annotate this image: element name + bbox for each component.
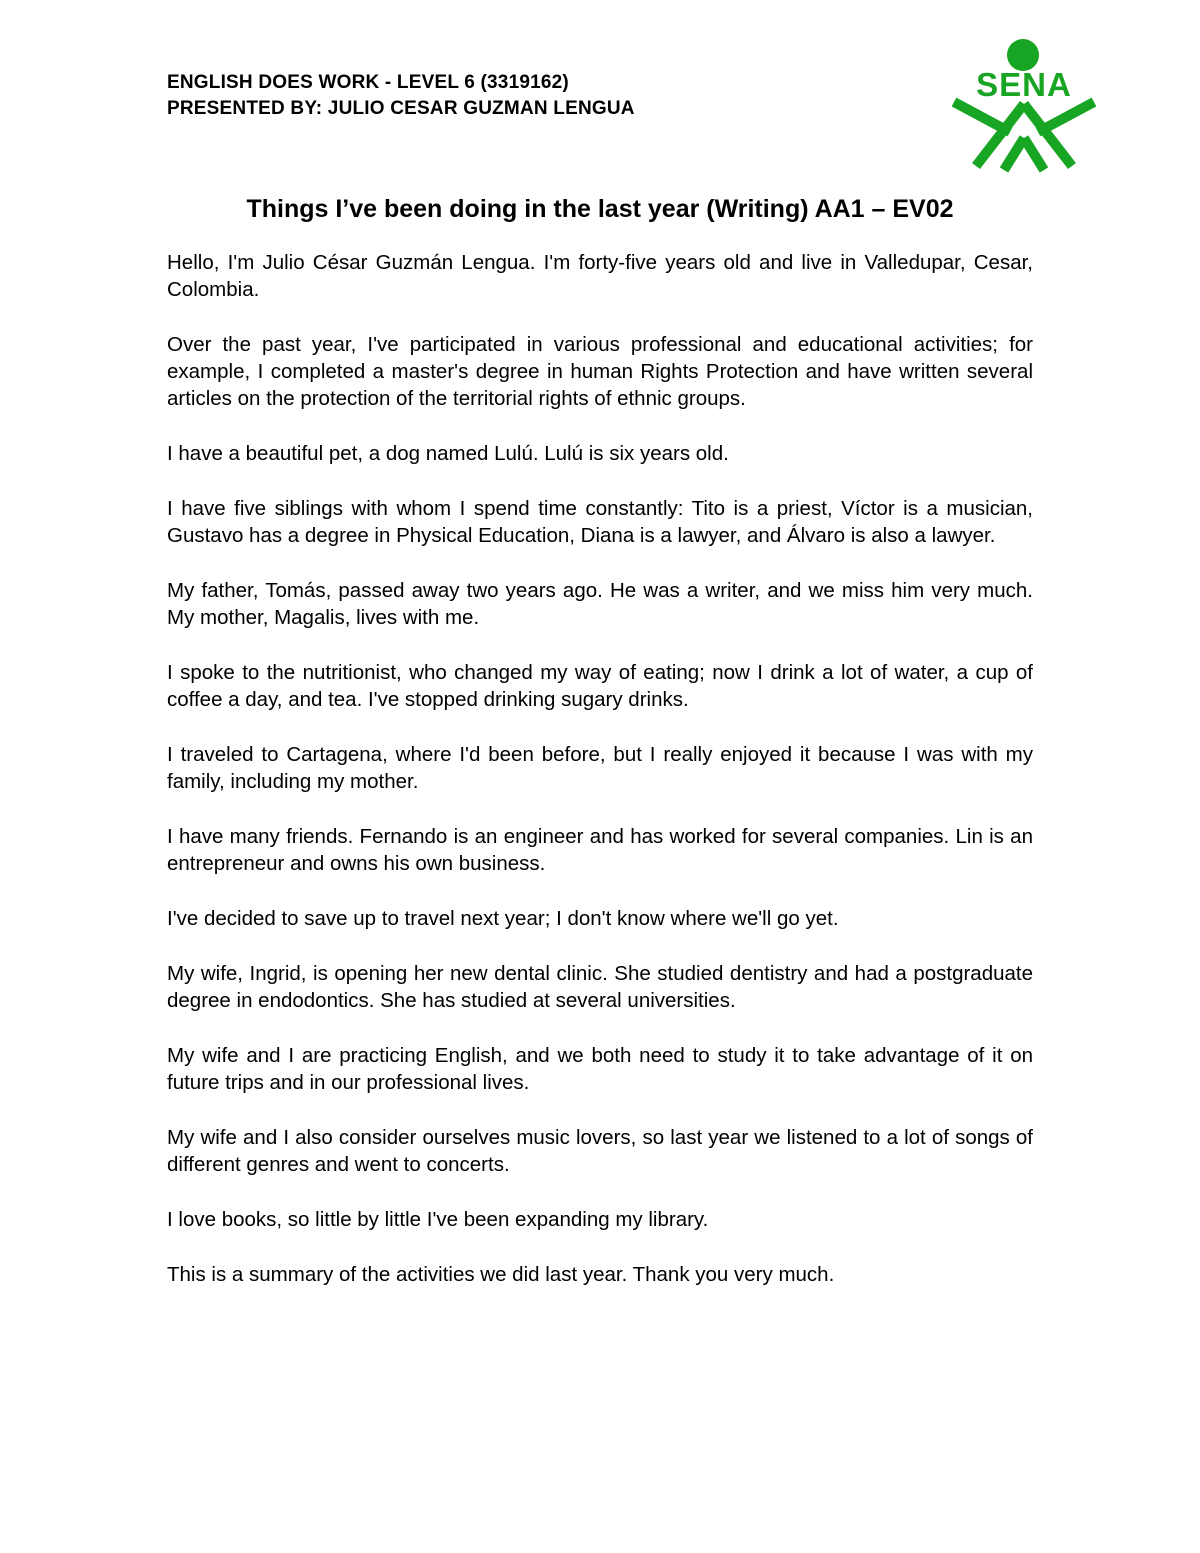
paragraph: I've decided to save up to travel next year; I don't know where we'll go yet. bbox=[167, 907, 839, 930]
logo-text: SENA bbox=[976, 66, 1072, 103]
paragraph: I love books, so little by little I've been expanding my library. bbox=[167, 1208, 709, 1231]
paragraph: I have many friends. Fernando is an engineer and has worked for several companies. Lin is an entrepreneur and owns his own business. bbox=[167, 825, 1033, 875]
paragraph: This is a summary of the activities we did last year. Thank you very much. bbox=[167, 1263, 835, 1286]
paragraph: Over the past year, I've participated in various professional and educational activities; for example, I completed a master's degree in human Rights Protection and have written several articles on the protection of the territorial rights of ethnic groups. bbox=[167, 333, 1033, 410]
paragraph: I traveled to Cartagena, where I'd been before, but I really enjoyed it because I was with my family, including my mother. bbox=[167, 743, 1033, 793]
document-header bbox=[167, 70, 867, 122]
document-title: Things I’ve been doing in the last year (Writing) AA1 – EV02 bbox=[246, 195, 954, 223]
paragraph: I have a beautiful pet, a dog named Lulú. Lulú is six years old. bbox=[167, 442, 729, 465]
paragraph: My wife, Ingrid, is opening her new dental clinic. She studied dentistry and had a postgraduate degree in endodontics. She has studied at several universities. bbox=[167, 962, 1033, 1012]
sena-logo bbox=[952, 38, 1096, 178]
paragraph: My wife and I also consider ourselves music lovers, so last year we listened to a lot of songs of different genres and went to concerts. bbox=[167, 1126, 1033, 1176]
paragraph: I have five siblings with whom I spend time constantly: Tito is a priest, Víctor is a musician, Gustavo has a degree in Physical Education, Diana is a lawyer, and Álvaro is also a lawyer. bbox=[167, 497, 1033, 547]
logo-figure bbox=[954, 102, 1094, 170]
paragraph: I spoke to the nutritionist, who changed my way of eating; now I drink a lot of water, a cup of coffee a day, and tea. I've stopped drinking sugary drinks. bbox=[167, 661, 1033, 711]
course-title: ENGLISH DOES WORK - LEVEL 6 (3319162) bbox=[167, 72, 569, 93]
paragraph: My wife and I are practicing English, and we both need to study it to take advantage of it on future trips and in our professional lives. bbox=[167, 1044, 1033, 1094]
document-body bbox=[167, 249, 1033, 1316]
paragraph: My father, Tomás, passed away two years ago. He was a writer, and we miss him very much. My mother, Magalis, lives with me. bbox=[167, 579, 1033, 629]
paragraph: Hello, I'm Julio César Guzmán Lengua. I'm forty-five years old and live in Valledupar, Cesar, Colombia. bbox=[167, 251, 1033, 301]
presenter-line: PRESENTED BY: JULIO CESAR GUZMAN LENGUA bbox=[167, 98, 635, 119]
